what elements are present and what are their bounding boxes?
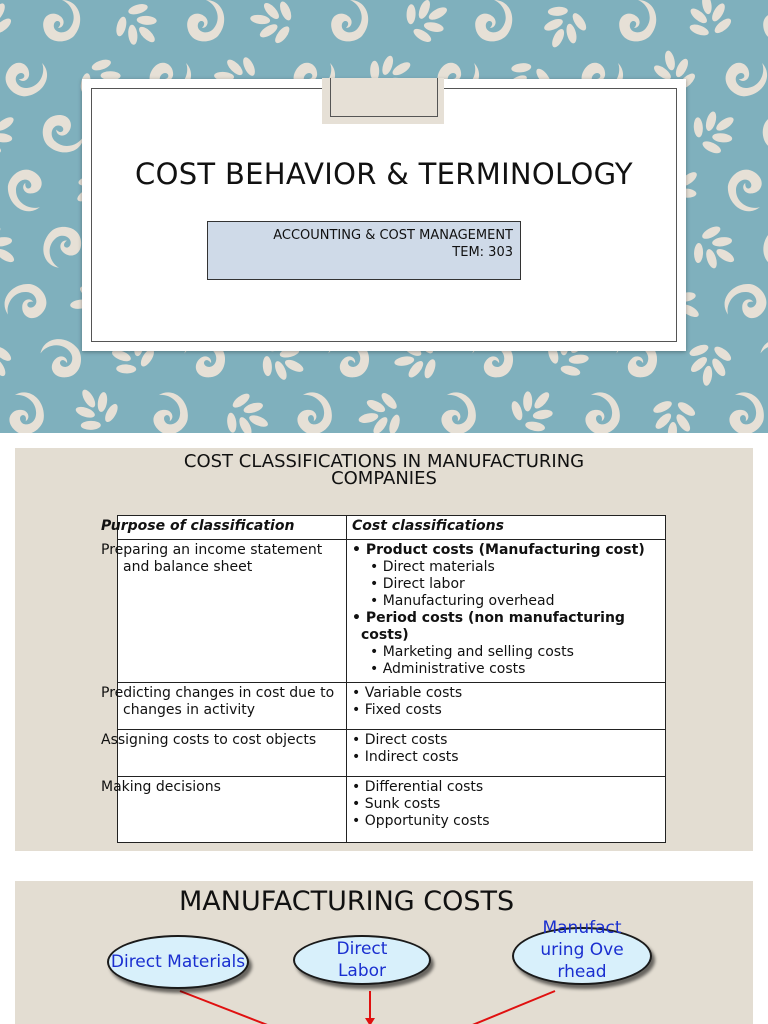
group-bullet: • Product costs (Manufacturing cost) [352,542,645,558]
classification-title-line2: COMPANIES [331,468,437,489]
list-item: • Fixed costs [352,702,442,718]
list-item: • Direct materials [370,559,495,575]
course-code: TEM: 303 [452,245,513,260]
paisley-shape [41,224,83,270]
row-purpose: Making decisions [118,777,347,843]
leaf-sprig [398,0,457,49]
row-purpose: Assigning costs to cost objects [118,730,347,777]
list-item: • Differential costs [352,779,484,795]
paisley-shape [475,0,512,41]
list-item: • Indirect costs [352,749,459,765]
row-classifications [347,730,666,777]
group-label: Period costs (non manufacturing costs) [361,610,625,643]
paisley-shape [43,0,80,41]
paisley-shape [575,386,628,433]
paisley-shape [331,0,368,41]
header-purpose: Purpose of classification [118,516,347,540]
table-row [118,540,666,683]
paisley-shape [719,49,768,104]
leaf-sprig [107,0,170,58]
list-item: • Opportunity costs [352,813,490,829]
paisley-shape [719,386,768,433]
leaf-sprig [683,340,734,389]
group-bullet: • Period costs (non manufacturing costs) [352,610,625,643]
manufacturing-costs-title: MANUFACTURING COSTS [179,886,515,917]
leaf-sprig [533,0,593,57]
table-row [118,730,666,777]
leaf-sprig [354,388,406,433]
classification-slide [15,448,753,851]
paisley-shape [431,386,484,433]
paisley-shape [41,114,85,154]
table-header-row [118,516,666,540]
paisley-shape [619,0,656,41]
leaf-sprig [0,99,26,161]
manufacturing-overhead-oval: Manufacturing Overhead [512,927,652,985]
paisley-shape [0,163,54,218]
leaf-sprig [685,99,746,161]
paisley-shape [763,0,768,41]
leaf-sprig [503,378,566,433]
row-classifications [347,683,666,730]
paisley-shape [718,276,768,330]
manufacturing-costs-slide [15,881,753,1024]
header-classification: Cost classifications [347,516,666,540]
subtitle-box [207,221,521,280]
classification-title-line1: COST CLASSIFICATIONS IN MANUFACTURING [183,451,585,472]
direct-labor-oval: Direct Labor [293,935,431,985]
card-tab [322,78,444,124]
card-tab-inner [330,78,438,117]
list-item: • Variable costs [352,685,463,701]
paisley-shape [720,163,768,218]
list-item: • Direct costs [352,732,448,748]
leaf-sprig [0,0,15,41]
paisley-shape [761,224,768,270]
title-card [82,79,686,351]
paisley-shape [37,336,85,381]
list-item: • Manufacturing overhead [370,593,555,609]
direct-materials-oval: Direct Materials [107,935,249,989]
paisley-shape [0,49,55,104]
paisley-shape [143,386,196,433]
list-item: • Administrative costs [370,661,526,677]
slide-title: COST BEHAVIOR & TERMINOLOGY [135,157,633,191]
paisley-shape [757,336,768,381]
paisley-shape [0,386,52,433]
leaf-sprig [0,340,15,389]
leaf-sprig [685,219,746,281]
paisley-shape [287,386,340,433]
list-item: • Direct labor [370,576,465,592]
paisley-shape [0,276,53,330]
table-row [118,777,666,843]
leaf-sprig [64,378,125,433]
list-item: • Marketing and selling costs [370,644,574,660]
row-classifications [347,540,666,683]
leaf-sprig [0,219,26,281]
list-item: • Sunk costs [352,796,441,812]
row-purpose: Preparing an income statement and balance sheet [118,540,347,683]
leaf-sprig [683,0,736,41]
title-slide [0,0,768,433]
paisley-shape [761,114,768,154]
paisley-shape [187,0,224,41]
leaf-sprig [247,0,296,47]
course-name: ACCOUNTING & COST MANAGEMENT [273,228,513,243]
leaf-sprig [649,397,698,433]
classification-table [101,515,666,843]
row-purpose: Predicting changes in cost due to changes in activity [118,683,347,730]
classification-title [15,453,753,487]
leaf-sprig [219,387,276,433]
title-card-border [91,88,677,342]
row-classifications [347,777,666,843]
group-label: Product costs (Manufacturing cost) [365,542,645,558]
table-row [118,683,666,730]
